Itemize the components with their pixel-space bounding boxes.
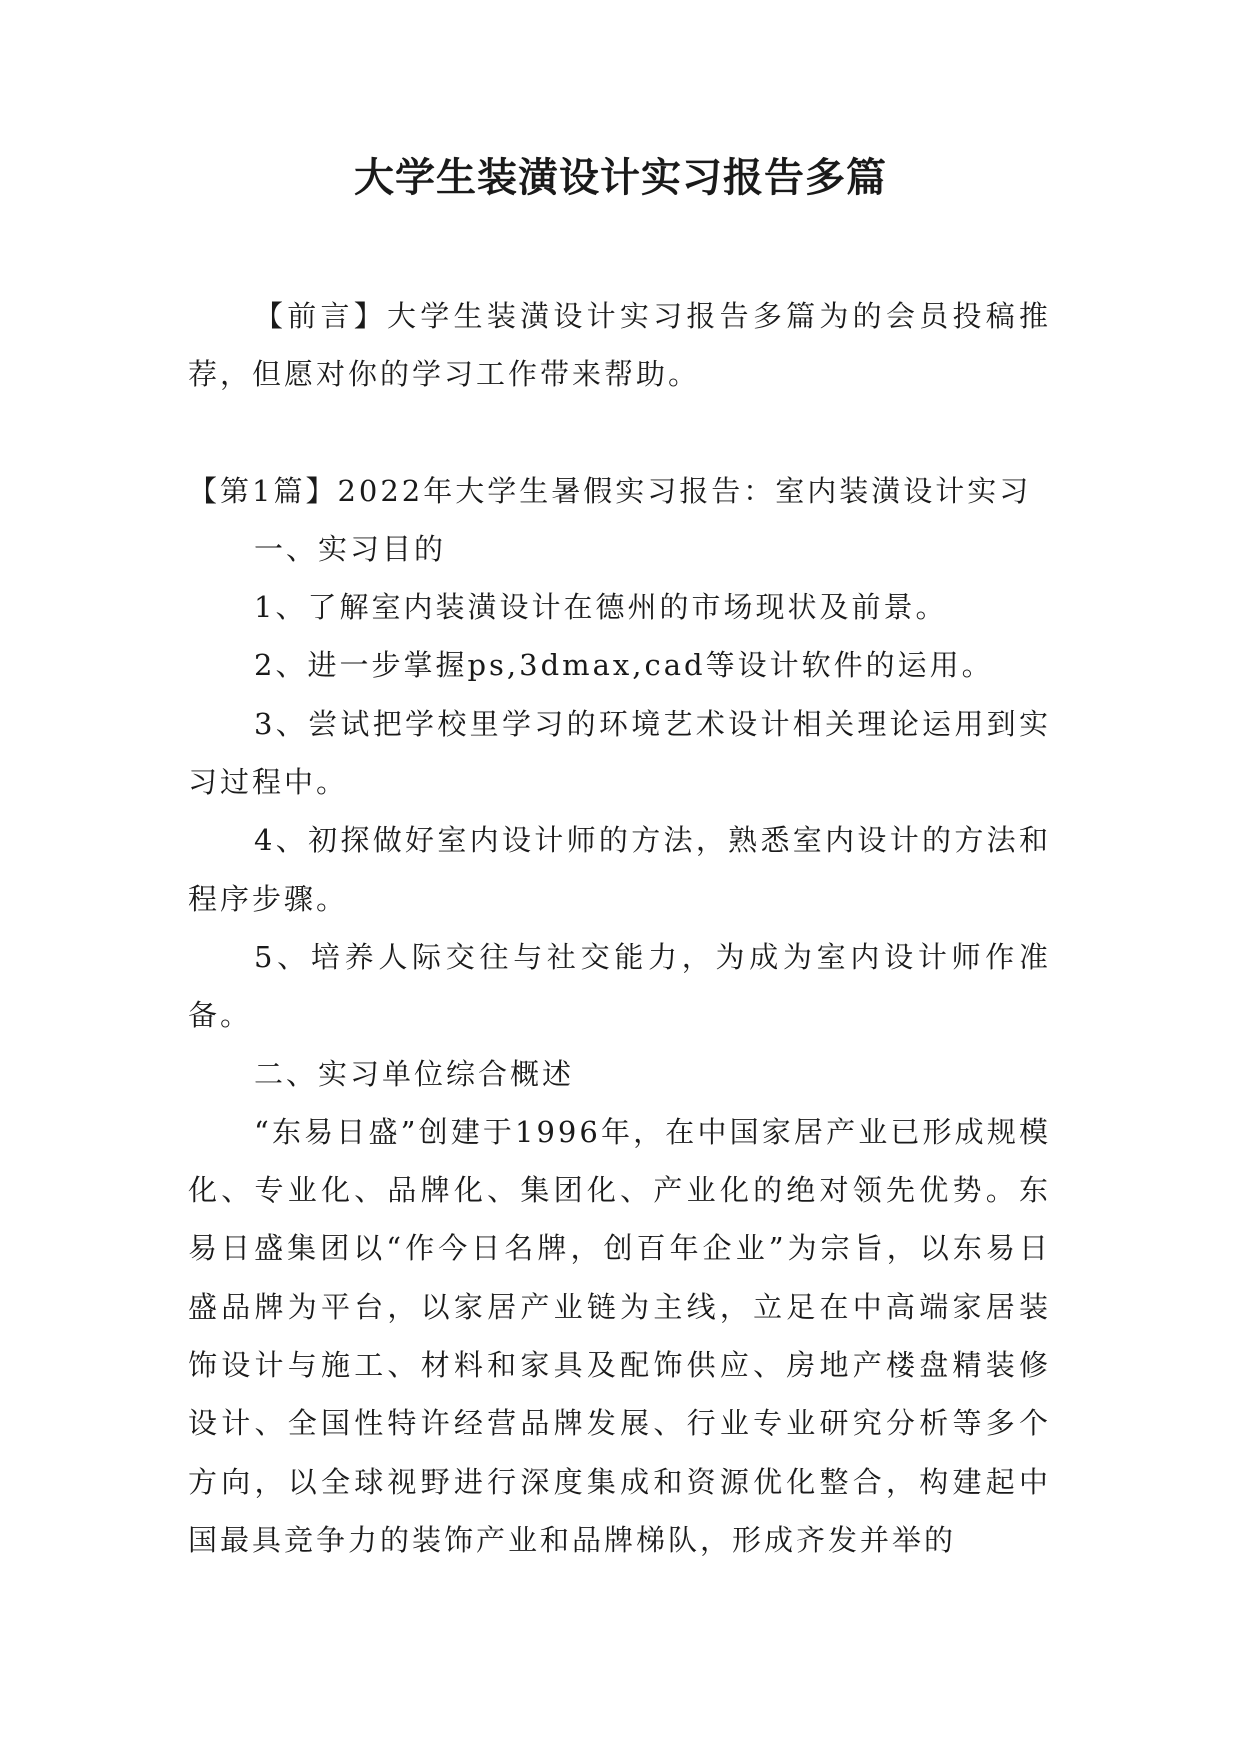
list-item-5: 5、培养人际交往与社交能力，为成为室内设计师作准备。 bbox=[188, 939, 1051, 1033]
subheading-purpose: 一、实习目的 bbox=[254, 531, 447, 566]
section-heading: 【第1篇】2022年大学生暑假实习报告：室内装潢设计实习 bbox=[188, 473, 1032, 508]
list-item-3: 3、尝试把学校里学习的环境艺术设计相关理论运用到实习过程中。 bbox=[188, 706, 1051, 800]
list-item-2: 2、进一步掌握ps,3dmax,cad等设计软件的运用。 bbox=[254, 648, 994, 683]
subheading-company-overview: 二、实习单位综合概述 bbox=[254, 1056, 575, 1091]
document-body bbox=[188, 287, 1051, 1569]
list-item-1: 1、了解室内装潢设计在德州的市场现状及前景。 bbox=[254, 590, 948, 625]
document-title: 大学生装潢设计实习报告多篇 bbox=[354, 154, 887, 201]
paragraph-gap bbox=[188, 404, 1051, 462]
company-overview-paragraph: “东易日盛”创建于1996年，在中国家居产业已形成规模化、专业化、品牌化、集团化、产业化的绝对领先优势。东易日盛集团以“作今日名牌，创百年企业”为宗旨，以东易日盛品牌为平台，以家居产业链为主线，立足在中高端家居装饰设计与施工、材料和家具及配饰供应、房地产楼盘精装修设计、全国性特许经营品牌发展、行业专业研究分析等多个方向，以全球视野进行深度集成和资源优化整合，构建起中国最具竞争力的装饰产业和品牌梯队，形成齐发并举的 bbox=[188, 1114, 1051, 1557]
list-item-4: 4、初探做好室内设计师的方法，熟悉室内设计的方法和程序步骤。 bbox=[188, 823, 1051, 916]
preface-paragraph: 【前言】大学生装潢设计实习报告多篇为的会员投稿推荐，但愿对你的学习工作带来帮助。 bbox=[188, 299, 1051, 392]
